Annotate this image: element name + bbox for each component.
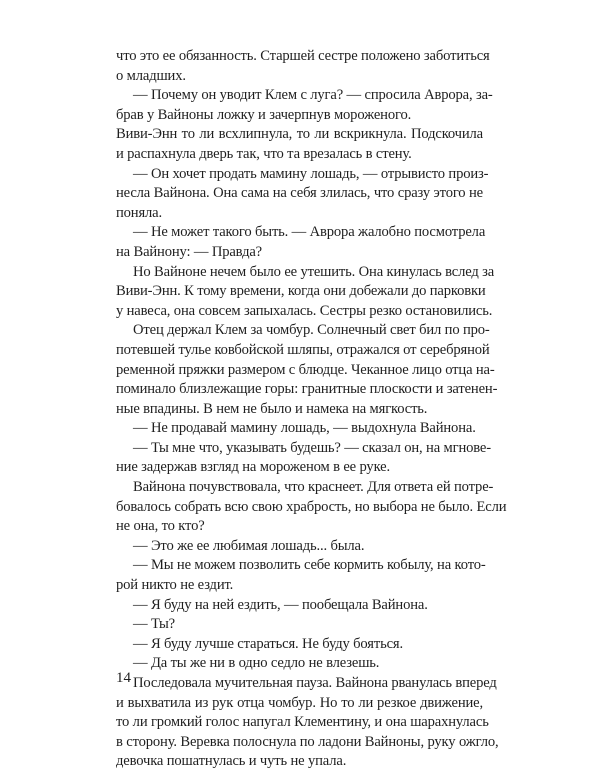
text-line: то ли громкий голос напугал Клементину, и она шарахнулась bbox=[116, 714, 489, 731]
text-line: Отец держал Клем за чомбур. Солнечный свет бил по про- bbox=[133, 322, 490, 339]
text-line: девочка пошатнулась и чуть не упала. bbox=[116, 753, 347, 770]
text-line: что это ее обязанность. Старшей сестре положено заботиться bbox=[116, 48, 490, 64]
text-line: в сторону. Веревка полоснула по ладони Вайноны, руку ожгло, bbox=[116, 733, 499, 750]
text-line: ременной пряжки размером с блюдце. Чеканное лицо отца на- bbox=[116, 361, 495, 378]
text-line: брав у Вайноны ложку и зачерпнув мороженого. bbox=[116, 106, 412, 123]
text-line: — Не может такого быть. — Аврора жалобно посмотрела bbox=[133, 224, 486, 241]
text-line: Виви-Энн. К тому времени, когда они добежали до парковки bbox=[116, 283, 486, 300]
text-line: — Я буду лучше стараться. Не буду бояться. bbox=[133, 635, 403, 652]
text-line: Вайнона почувствовала, что краснеет. Для ответа ей потре- bbox=[133, 479, 494, 496]
text-line: рой никто не ездит. bbox=[116, 577, 234, 594]
text-line: Но Вайноне нечем было ее утешить. Она кинулась вслед за bbox=[133, 263, 495, 280]
text-line: — Мы не можем позволить себе кормить кобылу, на кото- bbox=[133, 557, 486, 574]
text-line: не она, то кто? bbox=[116, 518, 205, 535]
text-line: поминало близлежащие горы: гранитные плоскости и затенен- bbox=[116, 381, 498, 398]
text-line: — Ты мне что, указывать будешь? — сказал он, на мгнове- bbox=[133, 439, 491, 456]
text-line: и выхватила из рук отца чомбур. Но то ли резкое движение, bbox=[116, 694, 483, 711]
text-line: бовалось собрать всю свою храбрость, но выбора не было. Если bbox=[116, 498, 507, 515]
text-line: ные впадины. В нем не было и намека на мягкость. bbox=[116, 400, 428, 417]
text-line: и распахнула дверь так, что та врезалась в стену. bbox=[116, 145, 412, 162]
body-text bbox=[116, 47, 507, 772]
text-line: — Почему он уводит Клем с луга? — спросила Аврора, за- bbox=[133, 87, 493, 104]
text-line: о младших. bbox=[116, 67, 186, 84]
text-line: на Вайнону: — Правда? bbox=[116, 243, 262, 260]
text-line: поняла. bbox=[116, 204, 162, 221]
text-line: ние задержав взгляд на мороженом в ее руке. bbox=[116, 459, 390, 476]
text-line: Виви-Энн то ли всхлипнула, то ли вскрикнула. Подскочила bbox=[116, 126, 483, 143]
text-line: — Да ты же ни в одно седло не влезешь. bbox=[133, 655, 380, 672]
text-line: несла Вайнона. Она сама на себя злилась, что сразу этого не bbox=[116, 185, 483, 202]
text-line: — Это же ее любимая лошадь... была. bbox=[133, 537, 365, 554]
text-line: Последовала мучительная пауза. Вайнона рванулась вперед bbox=[133, 675, 497, 691]
text-line: — Он хочет продать мамину лошадь, — отрывисто произ- bbox=[133, 165, 489, 182]
page-number: 14 bbox=[116, 670, 131, 686]
text-line: потевшей тулье ковбойской шляпы, отражался от серебряной bbox=[116, 341, 490, 358]
text-line: — Не продавай мамину лошадь, — выдохнула Вайнона. bbox=[133, 420, 476, 437]
text-line: — Я буду на ней ездить, — пообещала Вайнона. bbox=[133, 596, 428, 613]
text-line: — Ты? bbox=[133, 616, 175, 633]
text-line: у навеса, она совсем запыхалась. Сестры резко остановились. bbox=[116, 302, 493, 319]
